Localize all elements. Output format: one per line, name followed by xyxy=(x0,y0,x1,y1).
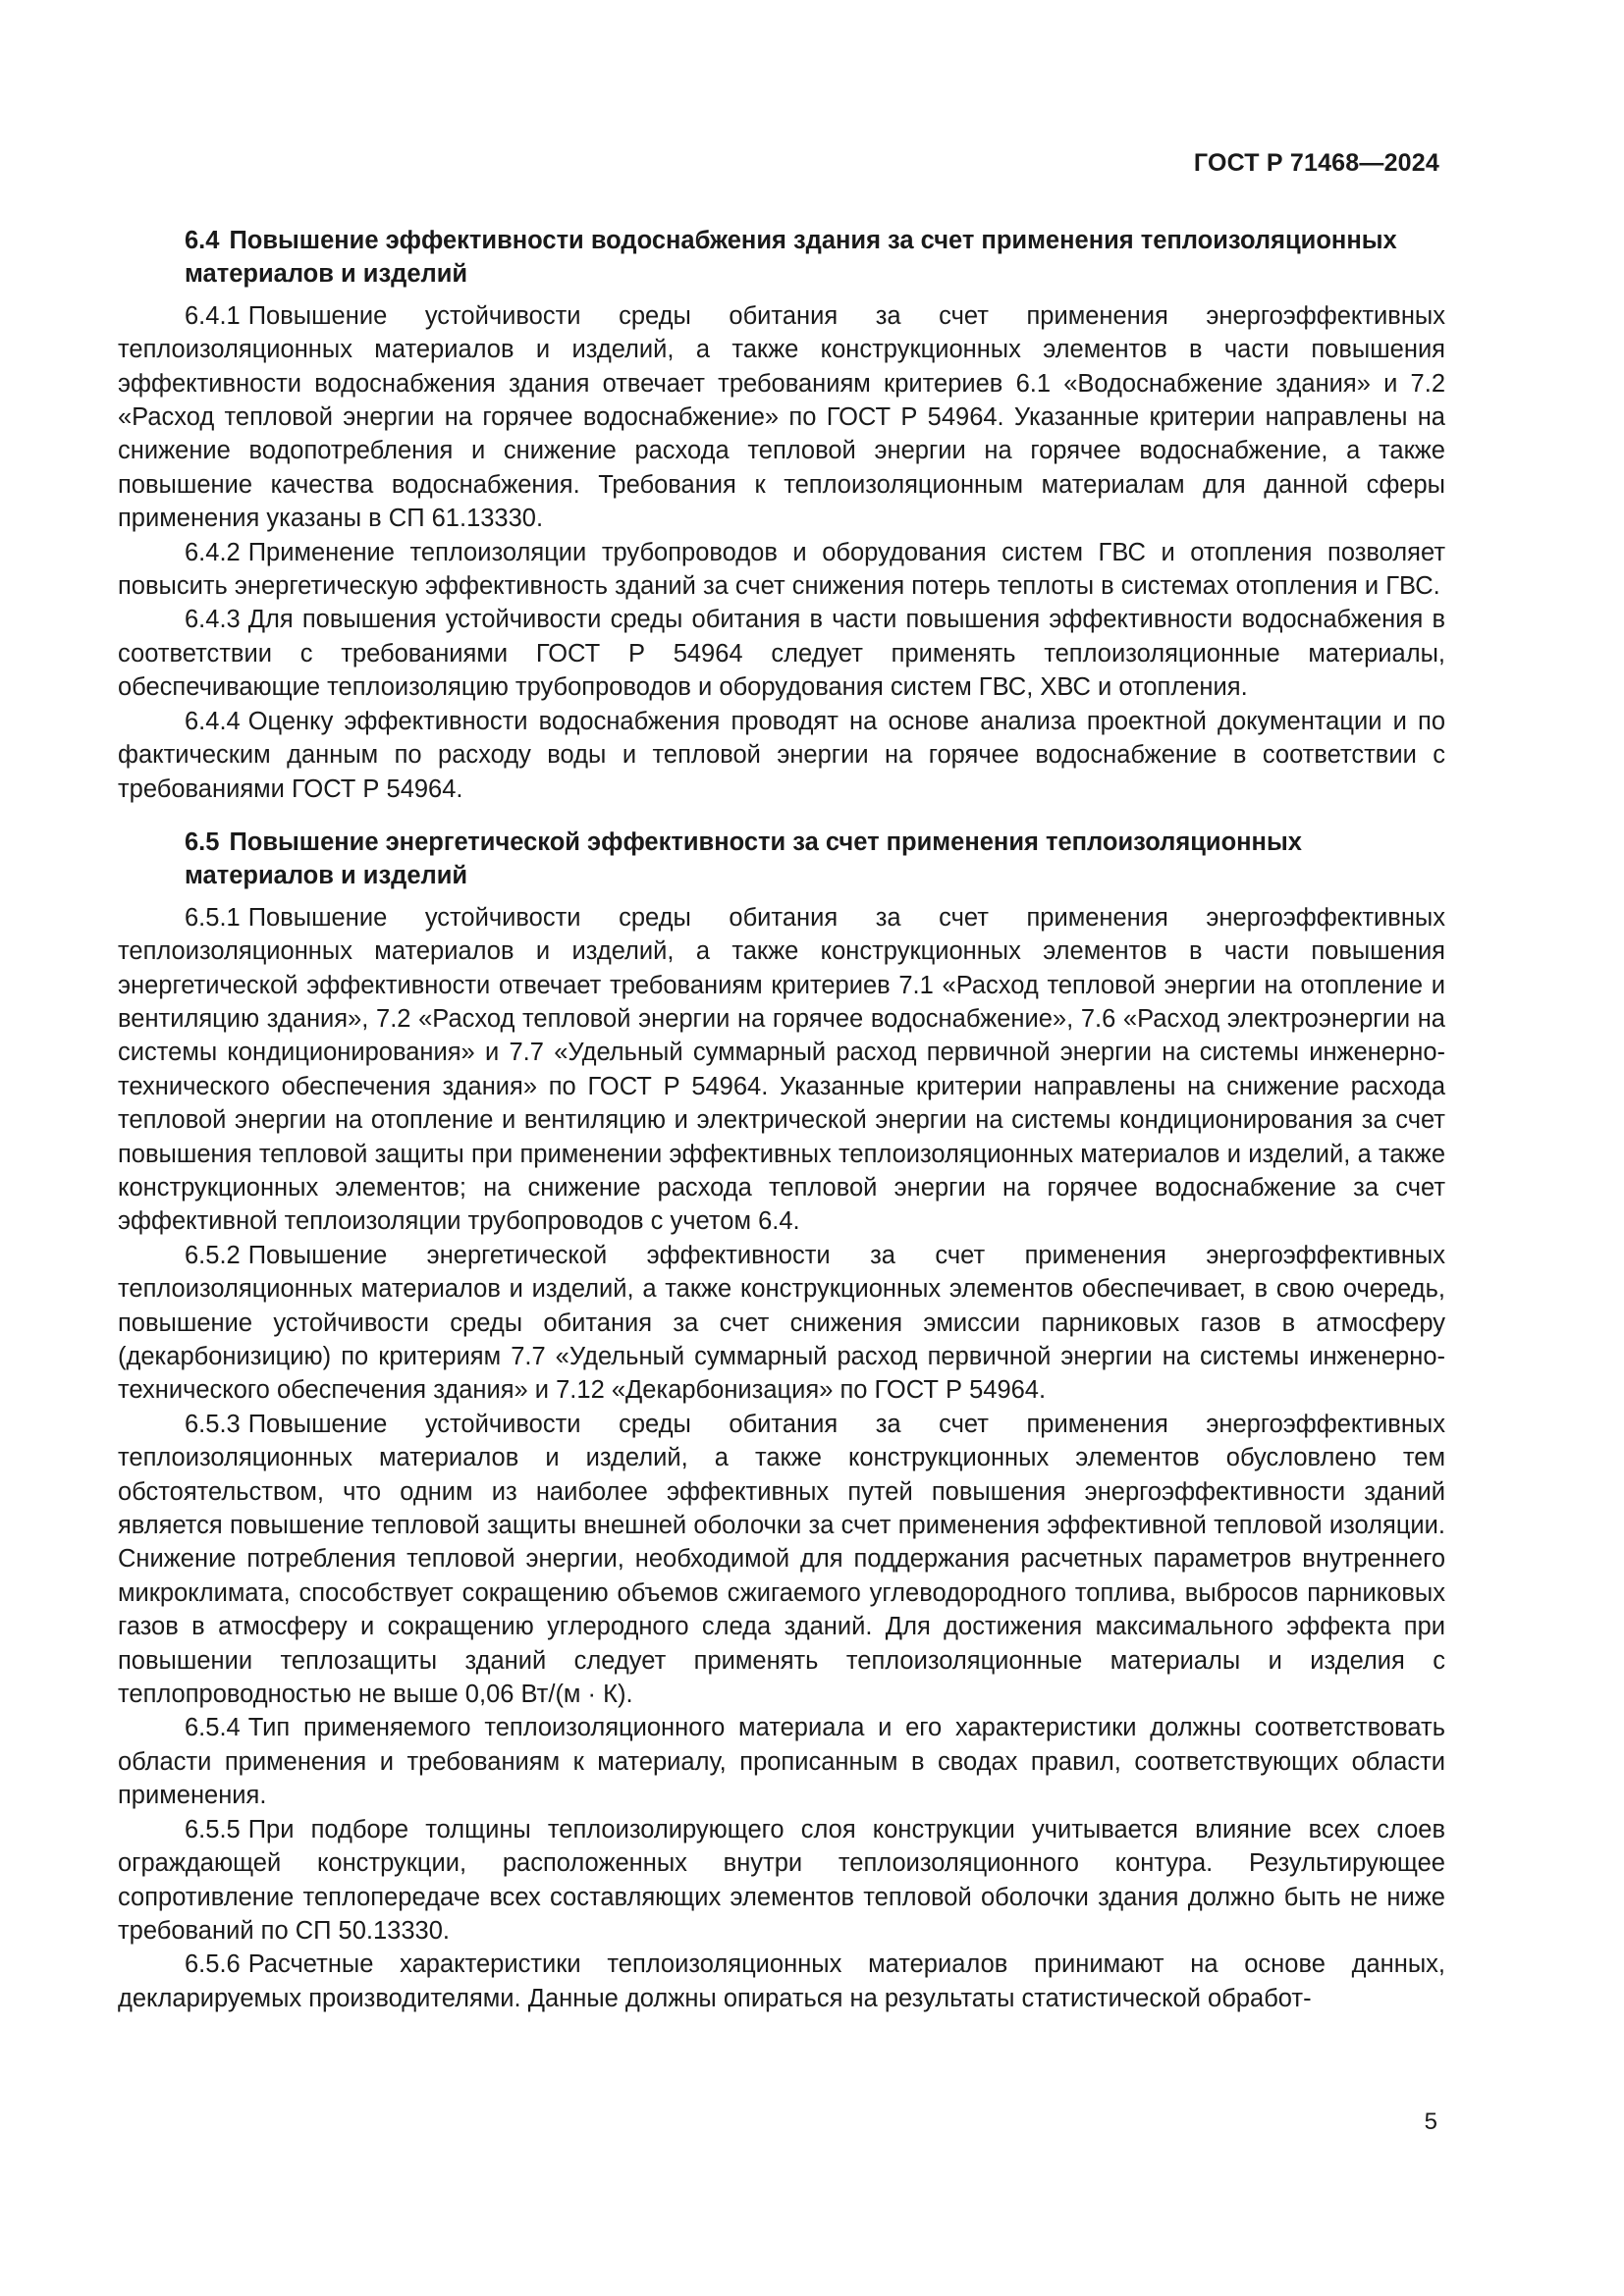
paragraph-6-4-2 xyxy=(118,536,1445,604)
paragraph-text: Оценку эффективности водоснабжения проводят на основе анализа проектной документации и по фактическим данным по расходу воды и тепловой энергии на горячее водоснабжение в соответствии с требованиями ГОСТ Р 54964. xyxy=(118,707,1445,803)
section-heading-6-4 xyxy=(118,224,1445,292)
paragraph-text: Расчетные характеристики теплоизоляционных материалов принимают на основе данных, декларируемых производителями. Данные должны опираться на результаты статистической обработ- xyxy=(118,1950,1445,2012)
paragraph-text: Применение теплоизоляции трубопроводов и оборудования систем ГВС и отопления позволяет повысить энергетическую эффективность зданий за счет снижения потерь теплоты в системах отопления и ГВС. xyxy=(118,538,1445,601)
paragraph-text: Повышение устойчивости среды обитания за счет применения энергоэффективных теплоизоляционных материалов и изделий, а также конструкционных элементов в части повышения эффективности водоснабжения здания отвечает требованиям критериев 6.1 «Водоснабжение здания» и 7.2 «Расход тепловой энергии на горячее водоснабжение» по ГОСТ Р 54964. Указанные критерии направлены на снижение водопотребления и снижение расхода тепловой энергии на горячее водоснабжение, а также повышение качества водоснабжения. Требования к теплоизоляционным материалам для данной сферы применения указаны в СП 61.13330. xyxy=(118,301,1445,533)
paragraph-number: 6.5.3 xyxy=(185,1410,241,1438)
paragraph-6-5-5 xyxy=(118,1813,1445,1949)
paragraph-text: Повышение устойчивости среды обитания за счет применения энергоэффективных теплоизоляционных материалов и изделий, а также конструкционных элементов обусловлено тем обстоятельством, что одним из наиболее эффективных путей повышения энергоэффективности зданий является повышение тепловой защиты внешней оболочки за счет применения эффективной тепловой изоляции. Снижение потребления тепловой энергии, необходимой для поддержания расчетных параметров внутреннего микроклимата, способствует сокращению объемов сжигаемого углеводородного топлива, выбросов парниковых газов в атмосферу и сокращению углеродного следа зданий. Для достижения максимального эффекта при повышении теплозащиты зданий следует применять теплоизоляционные материалы и изделия с теплопроводностью не выше 0,06 Вт/(м · К). xyxy=(118,1410,1445,1709)
document-code-header: ГОСТ Р 71468—2024 xyxy=(1193,149,1439,177)
paragraph-text: Тип применяемого теплоизоляционного материала и его характеристики должны соответствовать области применения и требованиям к материалу, прописанным в сводах правил, соответствующих области применения. xyxy=(118,1714,1445,1810)
paragraph-6-5-6 xyxy=(118,1948,1445,2015)
page-content xyxy=(118,224,1445,2015)
paragraph-text: При подборе толщины теплоизолирующего слоя конструкции учитывается влияние всех слоев ограждающей конструкции, расположенных внутри теплоизоляционного контура. Результирующее сопротивление теплопередаче всех составляющих элементов тепловой оболочки здания должно быть не ниже требований по СП 50.13330. xyxy=(118,1815,1445,1945)
paragraph-text: Повышение устойчивости среды обитания за счет применения энергоэффективных теплоизоляционных материалов и изделий, а также конструкционных элементов в части повышения энергетической эффективности отвечает требованиям критериев 7.1 «Расход тепловой энергии на отопление и вентиляцию здания», 7.2 «Расход тепловой энергии на горячее водоснабжение», 7.6 «Расход электроэнергии на системы кондиционирования» и 7.7 «Удельный суммарный расход первичной энергии на системы инженерно-технического обеспечения здания» по ГОСТ Р 54964. Указанные критерии направлены на снижение расхода тепловой энергии на отопление и вентиляцию и электрической энергии на системы кондиционирования за счет повышения тепловой защиты при применении эффективных теплоизоляционных материалов и изделий, а также конструкционных элементов; на снижение расхода тепловой энергии на горячее водоснабжение за счет эффективной теплоизоляции трубопроводов с учетом 6.4. xyxy=(118,903,1445,1236)
paragraph-text: Повышение энергетической эффективности за счет применения энергоэффективных теплоизоляционных материалов и изделий, а также конструкционных элементов обеспечивает, в свою очередь, повышение устойчивости среды обитания за счет снижения эмиссии парниковых газов в атмосферу (декарбонизицию) по критериям 7.7 «Удельный суммарный расход первичной энергии на системы инженерно-технического обеспечения здания» и 7.12 «Декарбонизация» по ГОСТ Р 54964. xyxy=(118,1241,1445,1405)
paragraph-number: 6.5.2 xyxy=(185,1241,241,1269)
section-number: 6.4 xyxy=(185,227,220,254)
paragraph-6-4-4 xyxy=(118,705,1445,806)
paragraph-6-5-4 xyxy=(118,1711,1445,1812)
paragraph-6-5-2 xyxy=(118,1239,1445,1408)
section-title: Повышение эффективности водоснабжения здания за счет применения теплоизоляционных материалов и изделий xyxy=(185,227,1397,289)
section-number: 6.5 xyxy=(185,828,220,856)
paragraph-number: 6.5.1 xyxy=(185,903,241,932)
paragraph-6-5-3 xyxy=(118,1408,1445,1712)
paragraph-number: 6.4.3 xyxy=(185,606,241,634)
paragraph-text: Для повышения устойчивости среды обитания в части повышения эффективности водоснабжения в соответствии с требованиями ГОСТ Р 54964 следует применять теплоизоляционные материалы, обеспечивающие теплоизоляцию трубопроводов и оборудования систем ГВС, ХВС и отопления. xyxy=(118,606,1445,702)
paragraph-6-4-3 xyxy=(118,603,1445,704)
paragraph-number: 6.5.5 xyxy=(185,1815,241,1843)
section-heading-6-5 xyxy=(118,826,1445,893)
paragraph-number: 6.4.2 xyxy=(185,538,241,566)
section-title: Повышение энергетической эффективности за счет применения теплоизоляционных материалов и изделий xyxy=(185,828,1302,890)
paragraph-number: 6.4.4 xyxy=(185,707,241,735)
paragraph-number: 6.5.6 xyxy=(185,1950,241,1979)
paragraph-6-4-1 xyxy=(118,299,1445,536)
page-number: 5 xyxy=(1424,2109,1437,2135)
paragraph-6-5-1 xyxy=(118,901,1445,1239)
paragraph-number: 6.5.4 xyxy=(185,1714,241,1742)
paragraph-number: 6.4.1 xyxy=(185,301,241,330)
